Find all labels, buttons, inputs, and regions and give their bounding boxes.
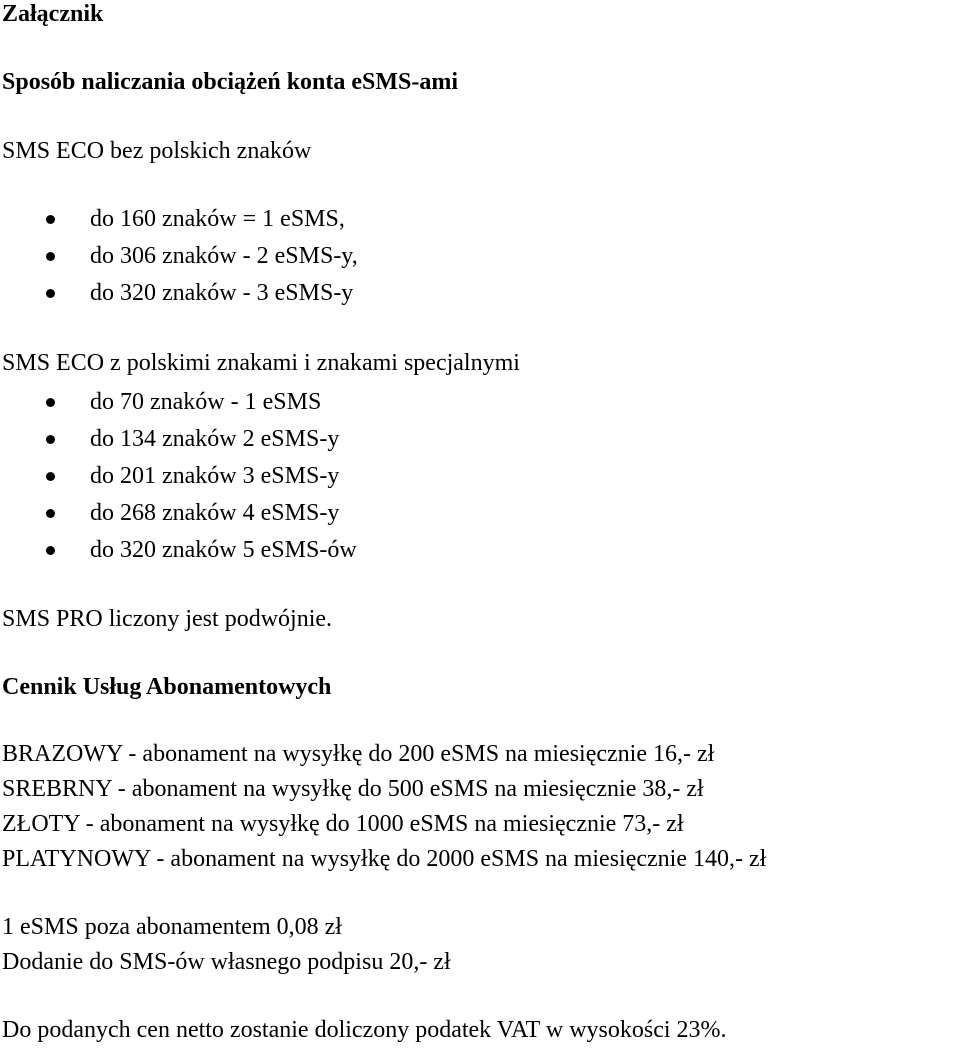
bullet-icon — [46, 398, 55, 407]
document-title: Załącznik — [2, 1, 104, 27]
bullet-icon — [46, 215, 55, 224]
eco-polish-heading: SMS ECO z polskimi znakami i znakami specjalnymi — [2, 350, 520, 376]
signature-price: Dodanie do SMS-ów własnego podpisu 20,- zł — [2, 949, 451, 975]
vat-note: Do podanych cen netto zostanie doliczony podatek VAT w wysokości 23%. — [2, 1017, 727, 1043]
list-item-text: do 201 znaków 3 eSMS-y — [90, 463, 340, 489]
bullet-icon — [46, 472, 55, 481]
bullet-icon — [46, 289, 55, 298]
pro-note: SMS PRO liczony jest podwójnie. — [2, 606, 333, 632]
eco-plain-heading: SMS ECO bez polskich znaków — [2, 138, 312, 164]
list-item-text: do 70 znaków - 1 eSMS — [90, 389, 322, 415]
extra-sms-price: 1 eSMS poza abonamentem 0,08 zł — [2, 914, 342, 940]
plan-srebrny: SREBRNY - abonament na wysyłkę do 500 eSMS na miesięcznie 38,- zł — [2, 776, 704, 802]
pricing-heading: Cennik Usług Abonamentowych — [2, 674, 332, 700]
list-item-text: do 134 znaków 2 eSMS-y — [90, 426, 340, 452]
list-item-text: do 160 znaków = 1 eSMS, — [90, 206, 345, 232]
list-item-text: do 320 znaków - 3 eSMS-y — [90, 280, 354, 306]
list-item-text: do 320 znaków 5 eSMS-ów — [90, 537, 357, 563]
plan-zloty: ZŁOTY - abonament na wysyłkę do 1000 eSMS na miesięcznie 73,- zł — [2, 811, 684, 837]
list-item-text: do 268 znaków 4 eSMS-y — [90, 500, 340, 526]
plan-platynowy: PLATYNOWY - abonament na wysyłkę do 2000 eSMS na miesięcznie 140,- zł — [2, 846, 767, 872]
bullet-icon — [46, 546, 55, 555]
list-item-text: do 306 znaków - 2 eSMS-y, — [90, 243, 358, 269]
plan-brazowy: BRAZOWY - abonament na wysyłkę do 200 eSMS na miesięcznie 16,- zł — [2, 741, 715, 767]
bullet-icon — [46, 509, 55, 518]
section-heading: Sposób naliczania obciążeń konta eSMS-ami — [2, 69, 459, 95]
bullet-icon — [46, 435, 55, 444]
bullet-icon — [46, 252, 55, 261]
